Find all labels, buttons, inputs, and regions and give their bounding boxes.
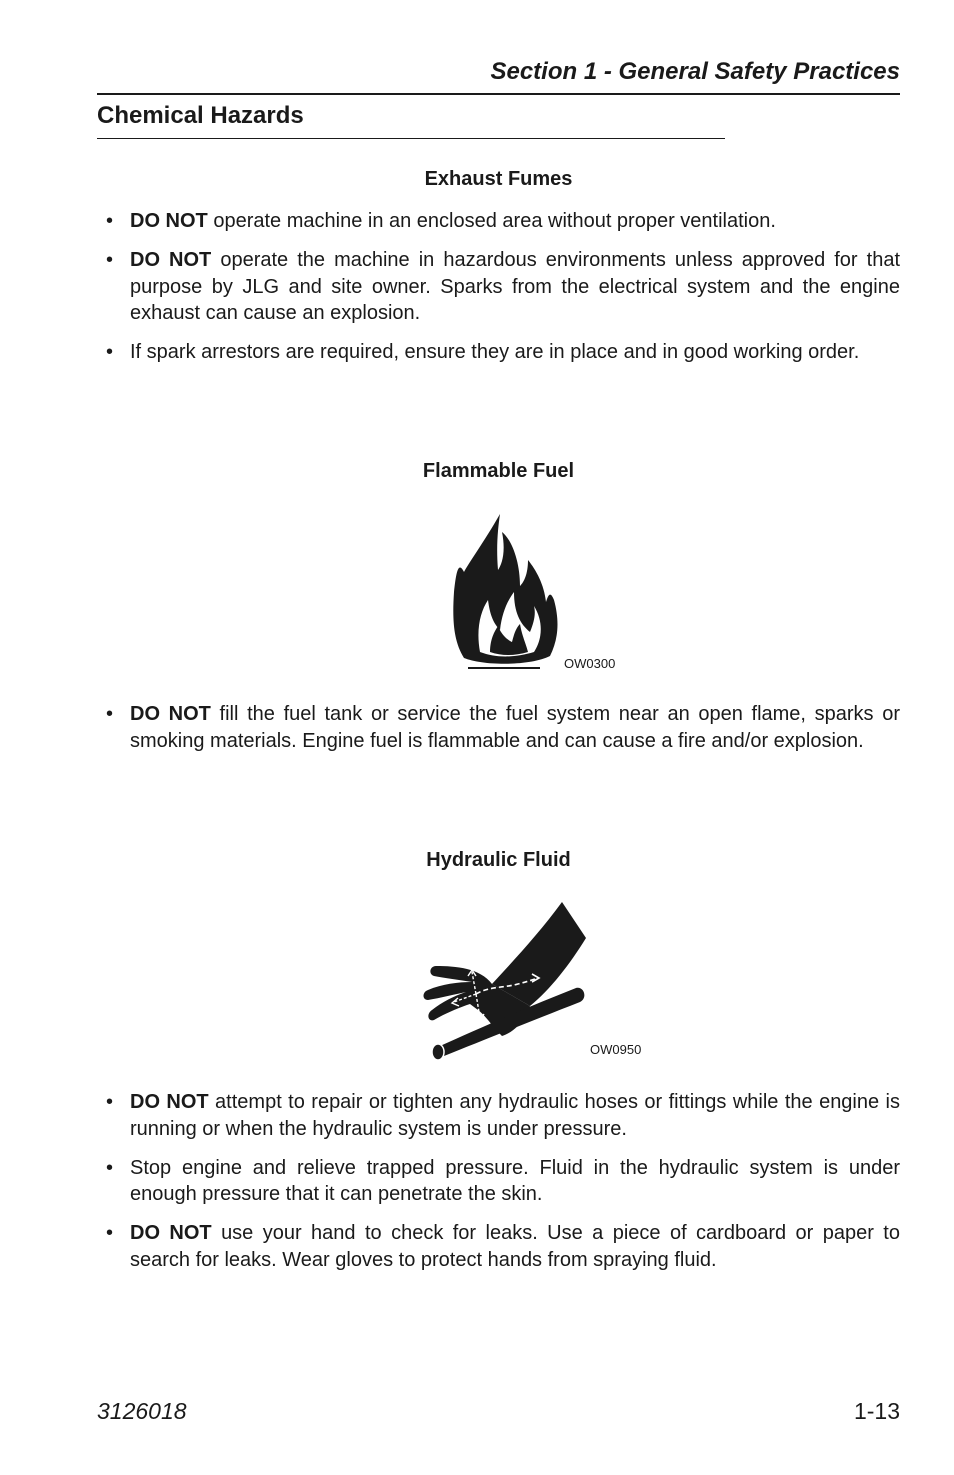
section-title: Section 1 - General Safety Practices: [490, 58, 900, 85]
fuel-figure-code: OW0300: [564, 656, 616, 671]
fuel-bullet-list: [97, 701, 900, 767]
hand-injection-icon: [420, 898, 590, 1064]
hydraulic-heading: Hydraulic Fluid: [426, 849, 571, 871]
flame-icon: [450, 512, 562, 672]
hydraulic-bullet-1: • Stop engine and relieve trapped pressure. Fluid in the hydraulic system is under enough pressure that it can penetrate the skin.: [97, 1155, 900, 1208]
chapter-rule: [97, 138, 725, 139]
exhaust-heading: Exhaust Fumes: [424, 168, 573, 190]
hydraulic-figure-code: OW0950: [590, 1042, 642, 1057]
exhaust-bullet-list: [97, 208, 900, 378]
exhaust-bullet-1: • DO NOT operate the machine in hazardous environments unless approved for that purpose by JLG and site owner. Sparks from the electrical system and the engine exhaust can cause an explosion.: [97, 247, 900, 327]
hydraulic-bullet-list: [97, 1089, 900, 1286]
hydraulic-bullet-0: • DO NOT attempt to repair or tighten any hydraulic hoses or fittings while the engine is running or when the hydraulic system is under pressure.: [97, 1089, 900, 1142]
hydraulic-bullet-2: • DO NOT use your hand to check for leaks. Use a piece of cardboard or paper to search for leaks. Wear gloves to protect hands from spraying fluid.: [97, 1220, 900, 1273]
exhaust-bullet-2: • If spark arrestors are required, ensure they are in place and in good working order.: [97, 339, 900, 366]
document-number: 3126018: [97, 1398, 187, 1424]
header-rule: [97, 93, 900, 95]
fuel-heading: Flammable Fuel: [422, 460, 575, 482]
exhaust-bullet-0: • DO NOT operate machine in an enclosed area without proper ventilation.: [97, 208, 900, 235]
chapter-title: Chemical Hazards: [97, 102, 304, 129]
page-number: 1-13: [853, 1398, 900, 1424]
fuel-bullet-0: • DO NOT fill the fuel tank or service the fuel system near an open flame, sparks or smoking materials. Engine fuel is flammable and can cause a fire and/or explosion.: [97, 701, 900, 754]
